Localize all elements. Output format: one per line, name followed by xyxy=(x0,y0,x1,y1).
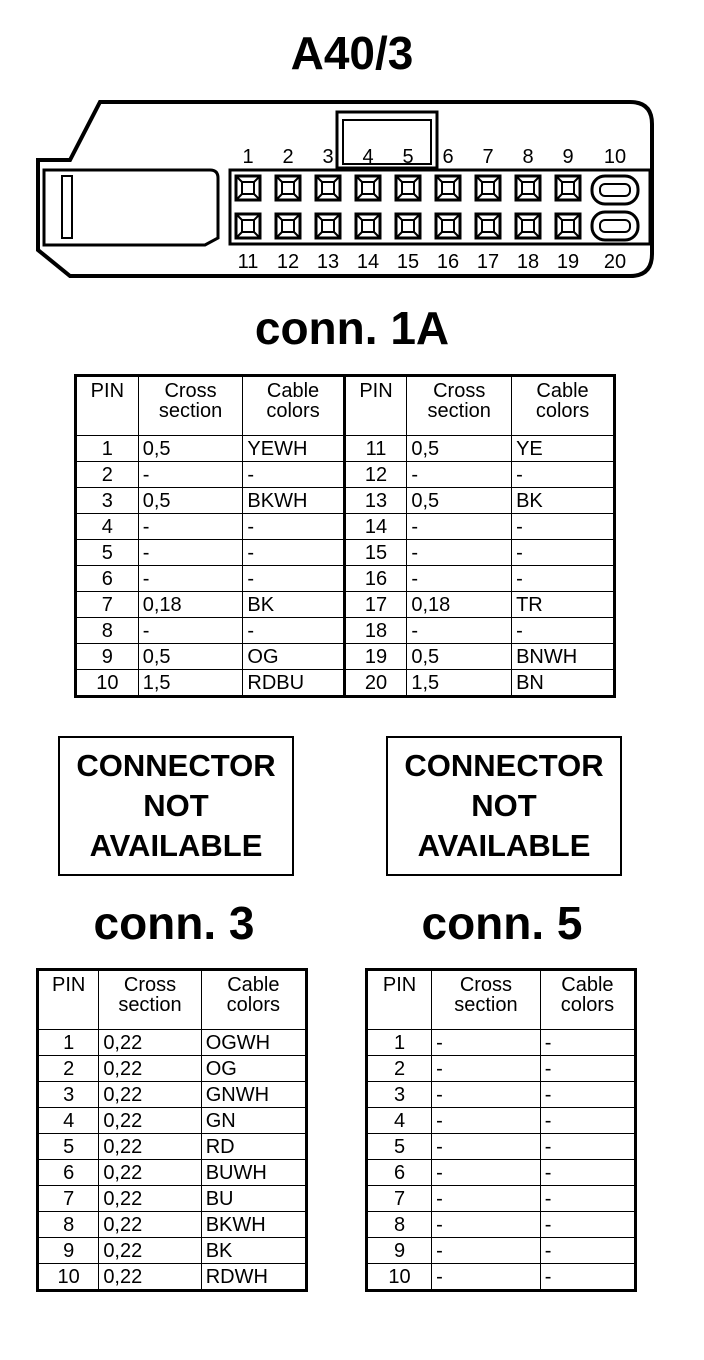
connector-not-available-3 xyxy=(58,736,294,876)
cross-section-cell: 0,22 xyxy=(99,1212,201,1238)
table-row xyxy=(76,514,615,540)
pin-cell: 1 xyxy=(38,1030,99,1056)
pin-terminal-inner xyxy=(282,182,294,194)
conn-1a-title: conn. 1A xyxy=(254,302,450,354)
na-line-1: CONNECTOR xyxy=(76,748,276,783)
table-row xyxy=(367,1160,636,1186)
header-cable: Cable colors xyxy=(243,376,344,436)
pin-cell: 4 xyxy=(76,514,139,540)
latch-slot xyxy=(62,176,72,238)
cross-section-cell: - xyxy=(138,462,243,488)
cross-section-cell: 0,5 xyxy=(407,436,512,462)
connector-not-available-5 xyxy=(386,736,622,876)
pin-label: 20 xyxy=(603,251,627,273)
conn-5-table xyxy=(365,968,637,1292)
pin-terminal-inner xyxy=(322,220,334,232)
cross-section-cell: 0,22 xyxy=(99,1108,201,1134)
cable-color-cell: - xyxy=(512,514,615,540)
cable-color-cell: - xyxy=(512,540,615,566)
pin-terminal-inner xyxy=(242,182,254,194)
cable-color-cell: - xyxy=(243,514,344,540)
pin-terminal-inner xyxy=(282,220,294,232)
table-row xyxy=(76,436,615,462)
cross-section-cell: - xyxy=(432,1108,541,1134)
pin-label: 17 xyxy=(476,251,500,273)
cross-section-cell: 0,5 xyxy=(138,436,243,462)
table-row xyxy=(38,1082,307,1108)
header-cable: Cable colors xyxy=(201,970,306,1030)
na-line-1: CONNECTOR xyxy=(404,748,604,783)
cable-color-cell: - xyxy=(540,1160,635,1186)
pin-label: 6 xyxy=(442,146,454,168)
conn-5-title: conn. 5 xyxy=(421,897,583,949)
table-row xyxy=(76,488,615,514)
table-row xyxy=(38,1212,307,1238)
cable-color-cell: - xyxy=(512,462,615,488)
cable-color-cell: OG xyxy=(201,1056,306,1082)
cross-section-cell: - xyxy=(432,1186,541,1212)
table-row xyxy=(38,1134,307,1160)
power-pin-terminal xyxy=(592,212,638,240)
pin-cell: 13 xyxy=(344,488,407,514)
cross-section-cell: 0,22 xyxy=(99,1056,201,1082)
table-row xyxy=(76,592,615,618)
pin-cell: 7 xyxy=(38,1186,99,1212)
table-row xyxy=(76,566,615,592)
cross-section-cell: 1,5 xyxy=(407,670,512,697)
pin-label: 4 xyxy=(362,146,374,168)
pin-cell: 15 xyxy=(344,540,407,566)
table-row xyxy=(367,1082,636,1108)
header-pin: PIN xyxy=(76,376,139,436)
pin-terminal-inner xyxy=(402,182,414,194)
pins-top-row xyxy=(236,176,638,204)
cable-color-cell: BU xyxy=(201,1186,306,1212)
pin-cell: 2 xyxy=(367,1056,432,1082)
cable-color-cell: - xyxy=(540,1238,635,1264)
pin-cell: 5 xyxy=(38,1134,99,1160)
pin-terminal-inner xyxy=(522,220,534,232)
table-row xyxy=(76,644,615,670)
table-row xyxy=(38,1108,307,1134)
cross-section-cell: - xyxy=(407,618,512,644)
cable-color-cell: - xyxy=(540,1108,635,1134)
cross-section-cell: - xyxy=(138,540,243,566)
cable-color-cell: TR xyxy=(512,592,615,618)
pin-terminal-inner xyxy=(362,220,374,232)
table-row xyxy=(38,1238,307,1264)
cable-color-cell: - xyxy=(540,1030,635,1056)
pin-terminal-inner xyxy=(482,182,494,194)
pin-label: 7 xyxy=(482,146,494,168)
cable-color-cell: GNWH xyxy=(201,1082,306,1108)
header-cross: Cross section xyxy=(138,376,243,436)
cable-color-cell: - xyxy=(540,1134,635,1160)
pin-label: 1 xyxy=(242,146,254,168)
pin-terminal-inner xyxy=(562,182,574,194)
header-cross-b: Cross section xyxy=(407,376,512,436)
header-cross: Cross section xyxy=(99,970,201,1030)
cable-color-cell: YE xyxy=(512,436,615,462)
table-row xyxy=(367,1264,636,1291)
pin-cell: 10 xyxy=(76,670,139,697)
cross-section-cell: - xyxy=(432,1134,541,1160)
conn-3-title: conn. 3 xyxy=(93,897,255,949)
cable-color-cell: BK xyxy=(243,592,344,618)
pin-cell: 4 xyxy=(367,1108,432,1134)
pin-terminal-inner xyxy=(562,220,574,232)
pin-cell: 5 xyxy=(76,540,139,566)
pin-cell: 8 xyxy=(367,1212,432,1238)
table-row xyxy=(38,1056,307,1082)
pin-terminal-inner xyxy=(242,220,254,232)
pin-cell: 9 xyxy=(76,644,139,670)
cable-color-cell: BKWH xyxy=(201,1212,306,1238)
pin-terminal-inner xyxy=(522,182,534,194)
cable-color-cell: - xyxy=(540,1186,635,1212)
pin-cell: 4 xyxy=(38,1108,99,1134)
pin-cell: 7 xyxy=(367,1186,432,1212)
pin-cell: 5 xyxy=(367,1134,432,1160)
cable-color-cell: OGWH xyxy=(201,1030,306,1056)
conn-1a-table xyxy=(74,374,616,698)
cable-color-cell: - xyxy=(512,566,615,592)
pin-terminal-inner xyxy=(442,182,454,194)
cross-section-cell: - xyxy=(432,1212,541,1238)
pin-cell: 1 xyxy=(367,1030,432,1056)
pin-label: 16 xyxy=(436,251,460,273)
cross-section-cell: 0,22 xyxy=(99,1238,201,1264)
pin-label: 10 xyxy=(603,146,627,168)
power-pin-terminal-inner xyxy=(600,184,630,196)
pin-cell: 7 xyxy=(76,592,139,618)
cross-section-cell: - xyxy=(407,566,512,592)
connector-housing xyxy=(38,102,652,276)
key-tab-inner xyxy=(343,120,431,164)
table-row xyxy=(38,1186,307,1212)
pins-bottom-row xyxy=(236,212,638,240)
pin-labels-top xyxy=(242,146,626,168)
cross-section-cell: - xyxy=(432,1160,541,1186)
cross-section-cell: - xyxy=(138,618,243,644)
pin-label: 5 xyxy=(402,146,414,168)
power-pin-terminal xyxy=(592,176,638,204)
table-row xyxy=(367,1030,636,1056)
header-cable: Cable colors xyxy=(540,970,635,1030)
cable-color-cell: - xyxy=(540,1212,635,1238)
na-line-3: AVAILABLE xyxy=(89,828,263,863)
pin-label: 8 xyxy=(522,146,534,168)
cross-section-cell: 0,5 xyxy=(407,644,512,670)
cross-section-cell: 0,18 xyxy=(407,592,512,618)
table-row xyxy=(367,1238,636,1264)
pin-terminal-inner xyxy=(482,220,494,232)
cable-color-cell: BK xyxy=(512,488,615,514)
cross-section-cell: 0,5 xyxy=(407,488,512,514)
pin-cell: 9 xyxy=(38,1238,99,1264)
cross-section-cell: - xyxy=(432,1082,541,1108)
cross-section-cell: - xyxy=(407,540,512,566)
cable-color-cell: BUWH xyxy=(201,1160,306,1186)
pin-label: 2 xyxy=(282,146,294,168)
na-line-3: AVAILABLE xyxy=(417,828,591,863)
pin-cell: 20 xyxy=(344,670,407,697)
pin-cell: 8 xyxy=(76,618,139,644)
table-row xyxy=(367,1056,636,1082)
header-cross: Cross section xyxy=(432,970,541,1030)
table-row xyxy=(38,1030,307,1056)
pin-cell: 10 xyxy=(38,1264,99,1291)
cable-color-cell: - xyxy=(243,462,344,488)
cable-color-cell: OG xyxy=(243,644,344,670)
header-pin: PIN xyxy=(38,970,99,1030)
na-line-2: NOT xyxy=(143,788,209,823)
table-row xyxy=(367,1108,636,1134)
pin-cell: 19 xyxy=(344,644,407,670)
header-pin-b: PIN xyxy=(344,376,407,436)
pin-cell: 6 xyxy=(367,1160,432,1186)
table-row xyxy=(76,462,615,488)
na-line-2: NOT xyxy=(471,788,537,823)
pin-cell: 17 xyxy=(344,592,407,618)
cable-color-cell: - xyxy=(512,618,615,644)
table-row xyxy=(76,618,615,644)
cable-color-cell: - xyxy=(243,566,344,592)
connector-diagram xyxy=(0,90,704,290)
cable-color-cell: RDWH xyxy=(201,1264,306,1291)
table-row xyxy=(76,540,615,566)
pin-cell: 8 xyxy=(38,1212,99,1238)
cable-color-cell: - xyxy=(540,1264,635,1291)
power-pin-terminal-inner xyxy=(600,220,630,232)
cable-color-cell: BK xyxy=(201,1238,306,1264)
pin-label: 15 xyxy=(396,251,420,273)
cross-section-cell: - xyxy=(407,462,512,488)
cross-section-cell: 0,5 xyxy=(138,488,243,514)
cross-section-cell: 0,22 xyxy=(99,1030,201,1056)
cable-color-cell: - xyxy=(540,1082,635,1108)
pin-label: 13 xyxy=(316,251,340,273)
pin-cell: 10 xyxy=(367,1264,432,1291)
pin-label: 14 xyxy=(356,251,380,273)
cable-color-cell: - xyxy=(540,1056,635,1082)
cross-section-cell: - xyxy=(432,1238,541,1264)
pin-terminal-inner xyxy=(362,182,374,194)
table-row xyxy=(76,670,615,697)
pin-label: 19 xyxy=(556,251,580,273)
cross-section-cell: - xyxy=(138,566,243,592)
pin-label: 3 xyxy=(322,146,334,168)
latch-left xyxy=(44,170,218,245)
pin-label: 11 xyxy=(237,251,259,273)
table-row xyxy=(38,1160,307,1186)
pin-labels-bottom xyxy=(238,251,627,273)
pin-cell: 9 xyxy=(367,1238,432,1264)
cross-section-cell: 0,22 xyxy=(99,1160,201,1186)
cable-color-cell: RD xyxy=(201,1134,306,1160)
pin-cell: 11 xyxy=(344,436,407,462)
cable-color-cell: BN xyxy=(512,670,615,697)
cable-color-cell: - xyxy=(243,540,344,566)
cross-section-cell: - xyxy=(432,1030,541,1056)
pin-terminal-inner xyxy=(402,220,414,232)
pin-label: 12 xyxy=(276,251,300,273)
cross-section-cell: 0,22 xyxy=(99,1264,201,1291)
cross-section-cell: - xyxy=(138,514,243,540)
pin-label: 9 xyxy=(562,146,574,168)
pin-cell: 2 xyxy=(76,462,139,488)
pin-cell: 14 xyxy=(344,514,407,540)
pin-cell: 6 xyxy=(38,1160,99,1186)
pin-cell: 1 xyxy=(76,436,139,462)
pin-terminal-inner xyxy=(442,220,454,232)
pin-cell: 12 xyxy=(344,462,407,488)
cross-section-cell: - xyxy=(432,1056,541,1082)
page-title: A40/3 xyxy=(290,27,414,79)
table-row xyxy=(367,1186,636,1212)
table-row xyxy=(38,1264,307,1291)
cable-color-cell: BNWH xyxy=(512,644,615,670)
header-cable-b: Cable colors xyxy=(512,376,615,436)
cross-section-cell: - xyxy=(432,1264,541,1291)
cross-section-cell: 0,22 xyxy=(99,1186,201,1212)
cross-section-cell: 0,5 xyxy=(138,644,243,670)
cable-color-cell: BKWH xyxy=(243,488,344,514)
cross-section-cell: 0,22 xyxy=(99,1134,201,1160)
cable-color-cell: GN xyxy=(201,1108,306,1134)
pin-cell: 3 xyxy=(367,1082,432,1108)
pin-cell: 6 xyxy=(76,566,139,592)
conn-3-table xyxy=(36,968,308,1292)
cross-section-cell: 0,22 xyxy=(99,1082,201,1108)
table-row xyxy=(367,1212,636,1238)
cable-color-cell: YEWH xyxy=(243,436,344,462)
cable-color-cell: RDBU xyxy=(243,670,344,697)
pin-cell: 18 xyxy=(344,618,407,644)
pin-cell: 2 xyxy=(38,1056,99,1082)
pin-cell: 16 xyxy=(344,566,407,592)
pin-cell: 3 xyxy=(38,1082,99,1108)
pin-cell: 3 xyxy=(76,488,139,514)
pin-terminal-inner xyxy=(322,182,334,194)
cable-color-cell: - xyxy=(243,618,344,644)
table-row xyxy=(367,1134,636,1160)
cross-section-cell: - xyxy=(407,514,512,540)
pin-label: 18 xyxy=(516,251,540,273)
header-pin: PIN xyxy=(367,970,432,1030)
cross-section-cell: 1,5 xyxy=(138,670,243,697)
cross-section-cell: 0,18 xyxy=(138,592,243,618)
